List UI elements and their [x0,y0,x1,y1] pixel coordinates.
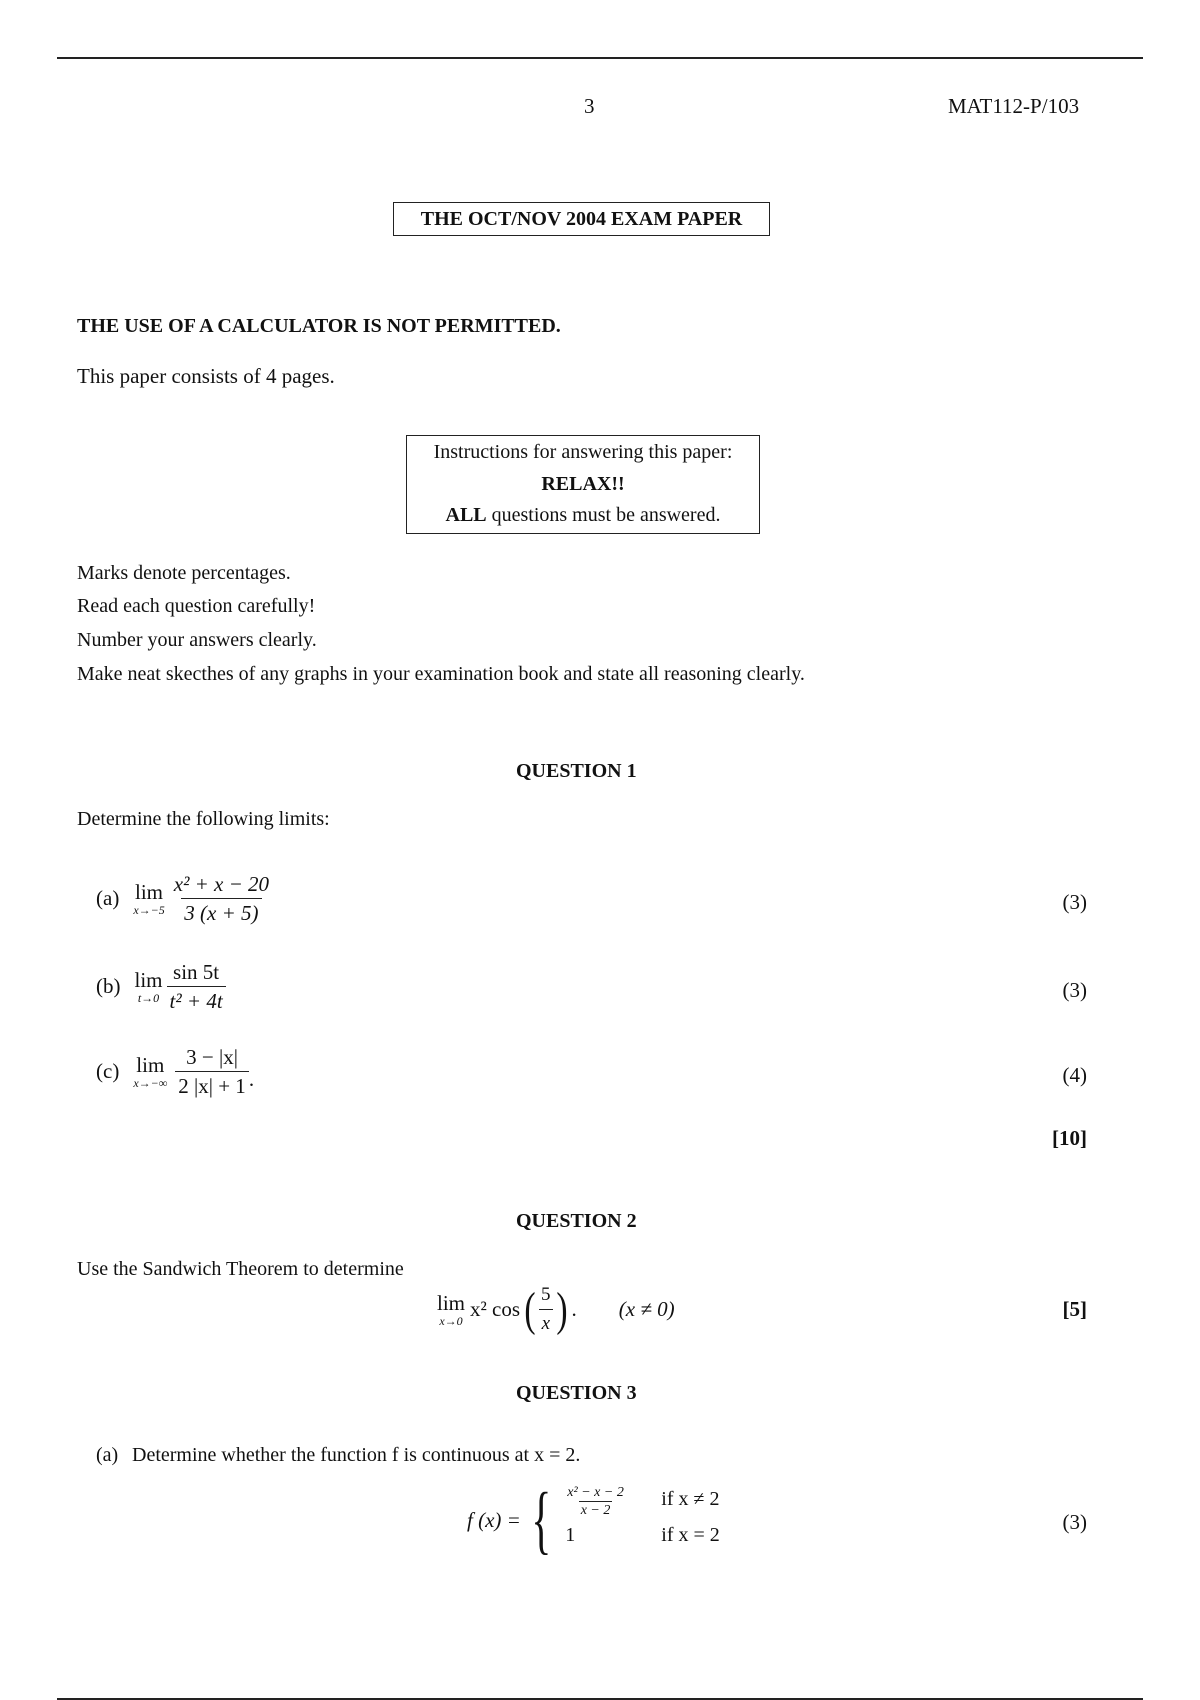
question-1-heading: QUESTION 1 [516,760,637,782]
pages-note: This paper consists of 4 pages. [77,364,335,388]
question-2-heading: QUESTION 2 [516,1210,637,1232]
question-2-marks: [5] [1062,1297,1087,1321]
question-3-piecewise [467,1478,751,1562]
question-2-intro: Use the Sandwich Theorem to determine [77,1258,404,1280]
q2-left-paren: ( [524,1282,536,1336]
q3-case1-fraction: $\frac{\text{x² − x − 2}}{x - 2}$ [567,1485,624,1518]
q3-left-brace: { [531,1478,552,1562]
course-code: MAT112-P/103 [948,94,1080,118]
q1c-period: . [248,1067,255,1091]
question-3-heading: QUESTION 3 [516,1382,637,1404]
top-rule [57,57,1143,59]
page-number: 3 [584,94,595,118]
q2-period: . [571,1297,577,1321]
note-1: Marks denote percentages. [77,562,291,584]
instructions-line-3 [407,501,759,529]
q2-limit: lim x→0 [437,1290,466,1328]
q1c-fraction: $\frac{3 - |x|}{2 |x| + 1}$ [175,1045,249,1098]
note-3: Number your answers clearly. [77,629,317,651]
q2-expr: x² cos [470,1297,521,1321]
q3-case2-value: 1 [565,1524,576,1546]
q3a-marks: (3) [1062,1510,1087,1534]
q3a-label: (a) [96,1444,119,1466]
exam-title: THE OCT/NOV 2004 EXAM PAPER [393,202,770,236]
q1b-marks: (3) [1062,978,1087,1002]
q1b-label: (b) [96,974,121,998]
q2-right-paren: ) [555,1282,568,1336]
question-1-total: [10] [1052,1126,1087,1150]
q3-case2-condition: if x = 2 [661,1524,720,1546]
instructions-line-2: RELAX!! [541,473,625,495]
instructions-line-1: Instructions for answering this paper: [433,441,733,463]
calculator-notice: THE USE OF A CALCULATOR IS NOT PERMITTED. [77,315,561,337]
q1c-marks: (4) [1062,1063,1087,1087]
note-2: Read each question carefully! [77,595,316,617]
instructions-box [406,435,760,534]
q2-fraction: $\frac{5}{x}$ [538,1283,554,1336]
q2-condition: (x ≠ 0) [618,1297,675,1321]
q3-case1-condition: if x ≠ 2 [661,1488,720,1510]
question-1-intro: Determine the following limits: [77,808,330,830]
question-1b [96,960,226,1013]
instructions-all: ALL [445,504,487,526]
question-1c [96,1045,254,1098]
q1a-limit: lim x→−5 [133,879,165,917]
q3-cases [561,1482,751,1558]
q1a-fraction: $\frac{\text{x² + x − 20}}{3 (x + 5)}$ [173,872,270,925]
q1b-fraction: $\frac{\sin 5t}{\text{t² + 4t}}$ [167,960,226,1013]
q3a-text: Determine whether the function f is continuous at x = 2. [132,1444,581,1466]
q1c-label: (c) [96,1059,120,1083]
q1a-label: (a) [96,886,120,910]
q3-fx: f (x) = [467,1507,521,1532]
q1a-marks: (3) [1062,890,1087,914]
instructions-rest: questions must be answered. [486,504,721,526]
q1b-limit: lim t→0 [134,967,163,1005]
note-4: Make neat skecthes of any graphs in your examination book and state all reasoning clearly. [77,663,805,685]
question-1a [96,872,272,925]
question-2-expression [437,1283,675,1336]
q1c-limit: lim x→−∞ [133,1052,168,1090]
